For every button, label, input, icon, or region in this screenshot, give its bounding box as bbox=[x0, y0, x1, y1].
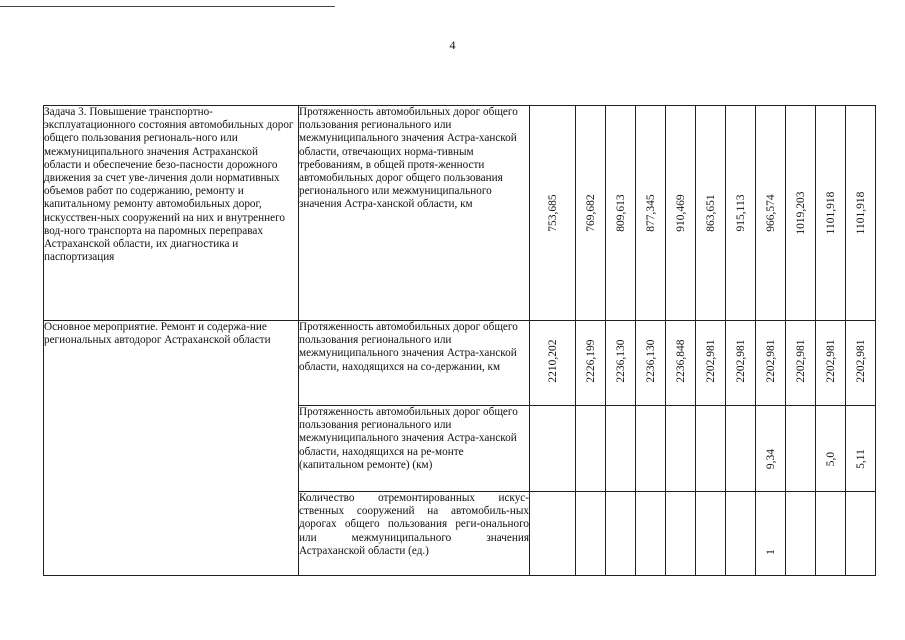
value-text: 2202,981 bbox=[734, 339, 747, 383]
value-cell bbox=[696, 321, 726, 406]
value-cell bbox=[606, 406, 636, 492]
value-cell bbox=[696, 406, 726, 492]
value-cell bbox=[786, 492, 816, 576]
value-cell bbox=[816, 492, 846, 576]
value-cell bbox=[636, 406, 666, 492]
value-text: 1019,203 bbox=[794, 191, 807, 235]
value-cell bbox=[846, 492, 876, 576]
value-cell bbox=[816, 106, 846, 321]
value-cell bbox=[756, 321, 786, 406]
value-text: 877,345 bbox=[644, 194, 657, 232]
value-text: 915,113 bbox=[734, 194, 747, 232]
value-cell bbox=[576, 106, 606, 321]
value-text: 809,613 bbox=[614, 194, 627, 232]
value-cell bbox=[786, 106, 816, 321]
task-description: Задача 3. Повышение транспортно-эксплуатационного состояния автомобильных дорог общего пользования региональ-ного или межмуниципального значения Астраханской области и обеспечение безо-пасности дорожного движения за счет уве-личения доли нормативных объемов работ по содержанию, ремонту и капитальному ремонту автомобильных дорог, искусствен-ных сооружений на них и внутреннего вод-ного транспорта на паромных переправах Астраханской области, их диагностика и паспортизация bbox=[44, 106, 299, 321]
value-cell bbox=[846, 321, 876, 406]
value-cell bbox=[666, 492, 696, 576]
table-row bbox=[44, 321, 876, 406]
value-cell bbox=[726, 406, 756, 492]
table-row bbox=[44, 106, 876, 321]
value-text: 753,685 bbox=[546, 194, 559, 232]
value-text: 2202,981 bbox=[704, 339, 717, 383]
value-cell bbox=[530, 492, 576, 576]
value-cell bbox=[576, 492, 606, 576]
value-cell bbox=[606, 106, 636, 321]
value-cell bbox=[636, 106, 666, 321]
value-cell bbox=[756, 406, 786, 492]
value-cell bbox=[696, 492, 726, 576]
activity-description: Основное мероприятие. Ремонт и содержа-ние региональных автодорог Астраханской области bbox=[44, 321, 299, 576]
value-text: 2210,202 bbox=[546, 339, 559, 383]
value-text: 2202,981 bbox=[794, 339, 807, 383]
value-text: 769,682 bbox=[584, 194, 597, 232]
value-text: 1101,918 bbox=[854, 191, 867, 235]
value-text: 863,651 bbox=[704, 194, 717, 232]
indicator-name: Протяженность автомобильных дорог общего пользования регионального или межмуниципального значения Астра-ханской области, находящихся на со-держании, км bbox=[299, 321, 530, 406]
value-text: 5,11 bbox=[854, 448, 867, 469]
top-rule bbox=[0, 6, 335, 7]
value-cell bbox=[666, 406, 696, 492]
value-cell bbox=[756, 492, 786, 576]
value-cell bbox=[530, 321, 576, 406]
value-cell bbox=[666, 321, 696, 406]
indicator-name: Протяженность автомобильных дорог общего пользования регионального или межмуниципального значения Астра-ханской области, отвечающих норма-тивным требованиям, в общей протя-женности автомобильных дорог общего пользования регионального или межмуниципального значения Астра-ханской области, км bbox=[299, 106, 530, 321]
indicator-name: Протяженность автомобильных дорог общего пользования регионального или межмуниципального значения Астра-ханской области, находящихся на ре-монте (капитальном ремонте) (км) bbox=[299, 406, 530, 492]
page-number: 4 bbox=[449, 38, 456, 52]
value-text: 966,574 bbox=[764, 194, 777, 232]
value-cell bbox=[726, 106, 756, 321]
value-cell bbox=[576, 406, 606, 492]
value-text: 2202,981 bbox=[764, 339, 777, 383]
value-text: 2236,848 bbox=[674, 339, 687, 383]
value-cell bbox=[636, 321, 666, 406]
value-cell bbox=[666, 106, 696, 321]
indicators-table bbox=[43, 105, 876, 576]
value-cell bbox=[696, 106, 726, 321]
value-cell bbox=[756, 106, 786, 321]
value-text: 2226,199 bbox=[584, 339, 597, 383]
value-text: 2236,130 bbox=[614, 339, 627, 383]
value-cell bbox=[786, 406, 816, 492]
value-cell bbox=[530, 106, 576, 321]
value-text: 2202,981 bbox=[854, 339, 867, 383]
value-cell bbox=[606, 492, 636, 576]
value-cell bbox=[726, 492, 756, 576]
value-cell bbox=[576, 321, 606, 406]
value-text: 910,469 bbox=[674, 194, 687, 232]
value-cell bbox=[726, 321, 756, 406]
value-text: 2236,130 bbox=[644, 339, 657, 383]
value-cell bbox=[606, 321, 636, 406]
value-cell bbox=[786, 321, 816, 406]
value-cell bbox=[846, 406, 876, 492]
value-text: 1101,918 bbox=[824, 191, 837, 235]
value-text: 1 bbox=[764, 548, 777, 555]
value-cell bbox=[846, 106, 876, 321]
value-cell bbox=[530, 406, 576, 492]
value-cell bbox=[816, 406, 846, 492]
value-text: 2202,981 bbox=[824, 339, 837, 383]
value-text: 5,0 bbox=[824, 451, 837, 466]
value-cell bbox=[636, 492, 666, 576]
indicator-name: Количество отремонтированных искус-ственных сооружений на автомобиль-ных дорогах общего пользования реги-онального или межмуниципального значения Астраханской области (ед.) bbox=[299, 492, 530, 576]
value-text: 9,34 bbox=[764, 448, 777, 469]
value-cell bbox=[816, 321, 846, 406]
